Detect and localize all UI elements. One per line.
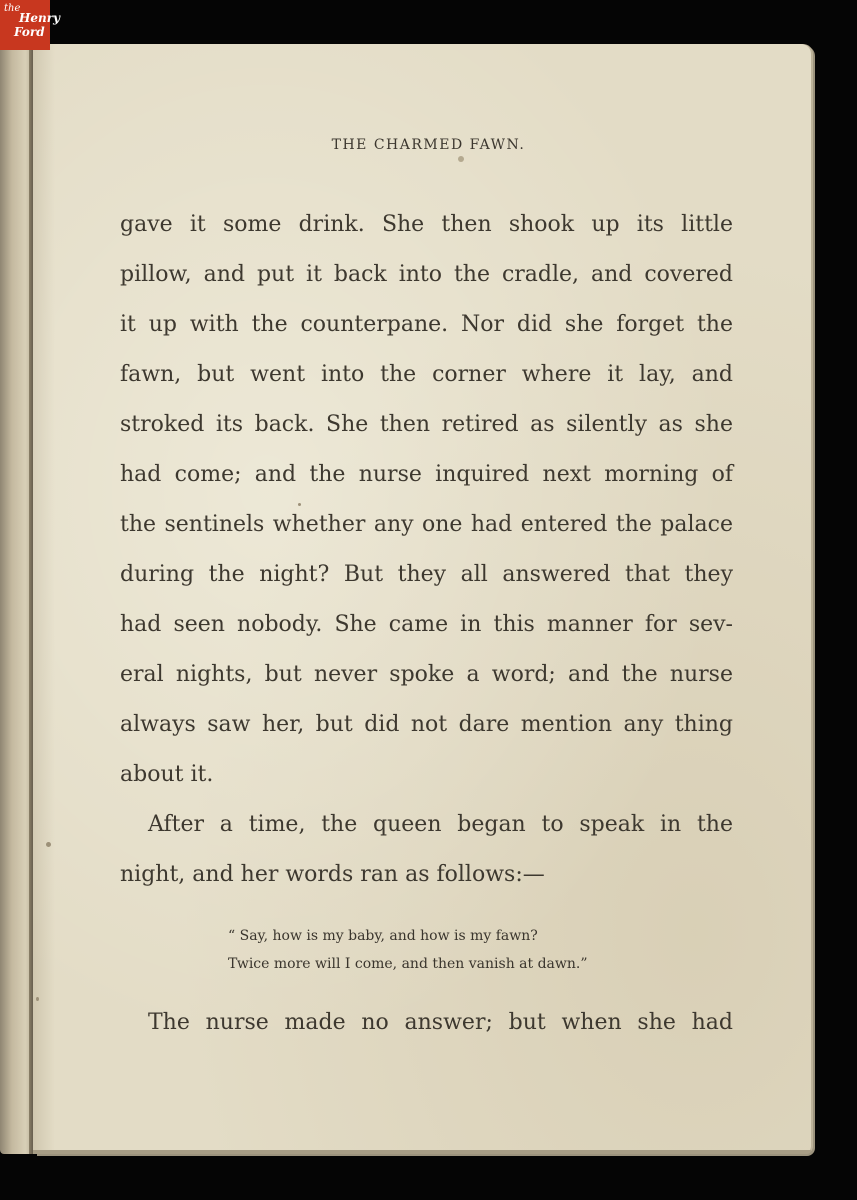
ink-speck [36,997,39,1001]
logo-ford: Ford [14,25,45,39]
ink-speck [458,156,464,162]
logo-henry: Henry [19,11,60,25]
body-text [120,200,733,900]
text-line: it up with the counterpane. Nor did she forget the [120,312,733,337]
text-line: pillow, and put it back into the cradle, and covered [120,262,733,287]
text-line: always saw her, but did not dare mention any thing [120,712,733,737]
running-head: THE CHARMED FAWN. [331,137,526,153]
ink-speck [298,503,301,506]
text-line: The nurse made no answer; but when she had [148,1010,733,1035]
text-line: night, and her words ran as follows:— [120,862,545,887]
verse-line: “ Say, how is my baby, and how is my fawn? [228,928,538,944]
text-line: the sentinels whether any one had entered the palace [120,512,733,537]
text-line: stroked its back. She then retired as silently as she [120,412,733,437]
text-line: had come; and the nurse inquired next morning of [120,462,733,487]
logo-the: the [4,3,21,14]
page-bottom-edge [33,1150,811,1154]
text-line: about it. [120,762,214,787]
text-line: After a time, the queen began to speak in the [148,812,733,837]
text-line: during the night? But they all answered that they [120,562,733,587]
verse-line: Twice more will I come, and then vanish at dawn.” [228,956,588,972]
ink-speck [46,842,51,847]
text-line: had seen nobody. She came in this manner for sev- [120,612,733,637]
text-line: fawn, but went into the corner where it lay, and [120,362,733,387]
text-line: gave it some drink. She then shook up its little [120,212,733,237]
text-line: eral nights, but never spoke a word; and the nurse [120,662,733,687]
verse-block [228,922,588,978]
henry-ford-logo [0,0,60,50]
